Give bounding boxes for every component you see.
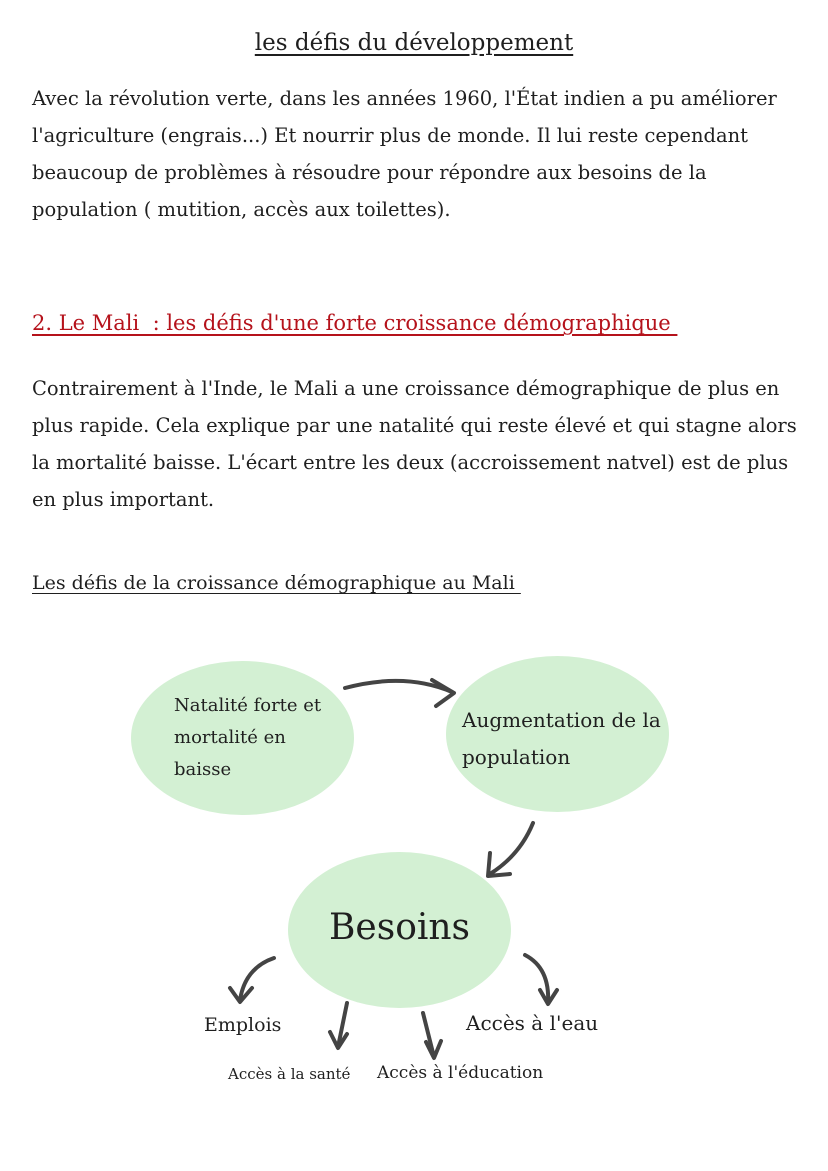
arrow-to-sante xyxy=(330,1003,347,1048)
cause-text: Natalité forte et mortalité en baisse xyxy=(174,695,322,780)
intro-paragraph: Avec la révolution verte, dans les années 1960, l'État indien a pu améliorer l'agriculture (engrais...) Et nourrir plus de monde. Il lui reste cependant beaucoup de problèmes à résoudre pour répondre aux besoins de la population ( mutition, accès aux toilettes). xyxy=(32,87,777,221)
consequence-text: Augmentation de la population xyxy=(462,708,661,769)
needs-text: Besoins xyxy=(328,907,471,948)
arrow-to-emplois xyxy=(230,958,274,1002)
arrow-cause-to-consequence xyxy=(345,680,454,706)
section-paragraph: Contrairement à l'Inde, le Mali a une croissance démographique de plus en plus rapide. Cela explique par une natalité qui reste élevé et qui stagne alors la mortalité baisse. L'écart entre les deux (accroissement natvel) est de plus en plus important. xyxy=(32,377,797,511)
arrow-to-education xyxy=(423,1013,441,1058)
need-sante: Accès à la santé xyxy=(228,1065,351,1083)
need-education: Accès à l'éducation xyxy=(377,1063,544,1083)
page-title: les défis du développement xyxy=(254,30,574,56)
arrow-consequence-to-needs xyxy=(488,823,533,876)
diagram-title: Les défis de la croissance démographique au Mali xyxy=(32,572,521,594)
section-title: 2. Le Mali : les défis d'une forte croissance démographique xyxy=(32,311,678,335)
need-eau: Accès à l'eau xyxy=(466,1011,599,1035)
need-emplois: Emplois xyxy=(204,1014,282,1036)
arrow-to-eau xyxy=(525,955,557,1004)
